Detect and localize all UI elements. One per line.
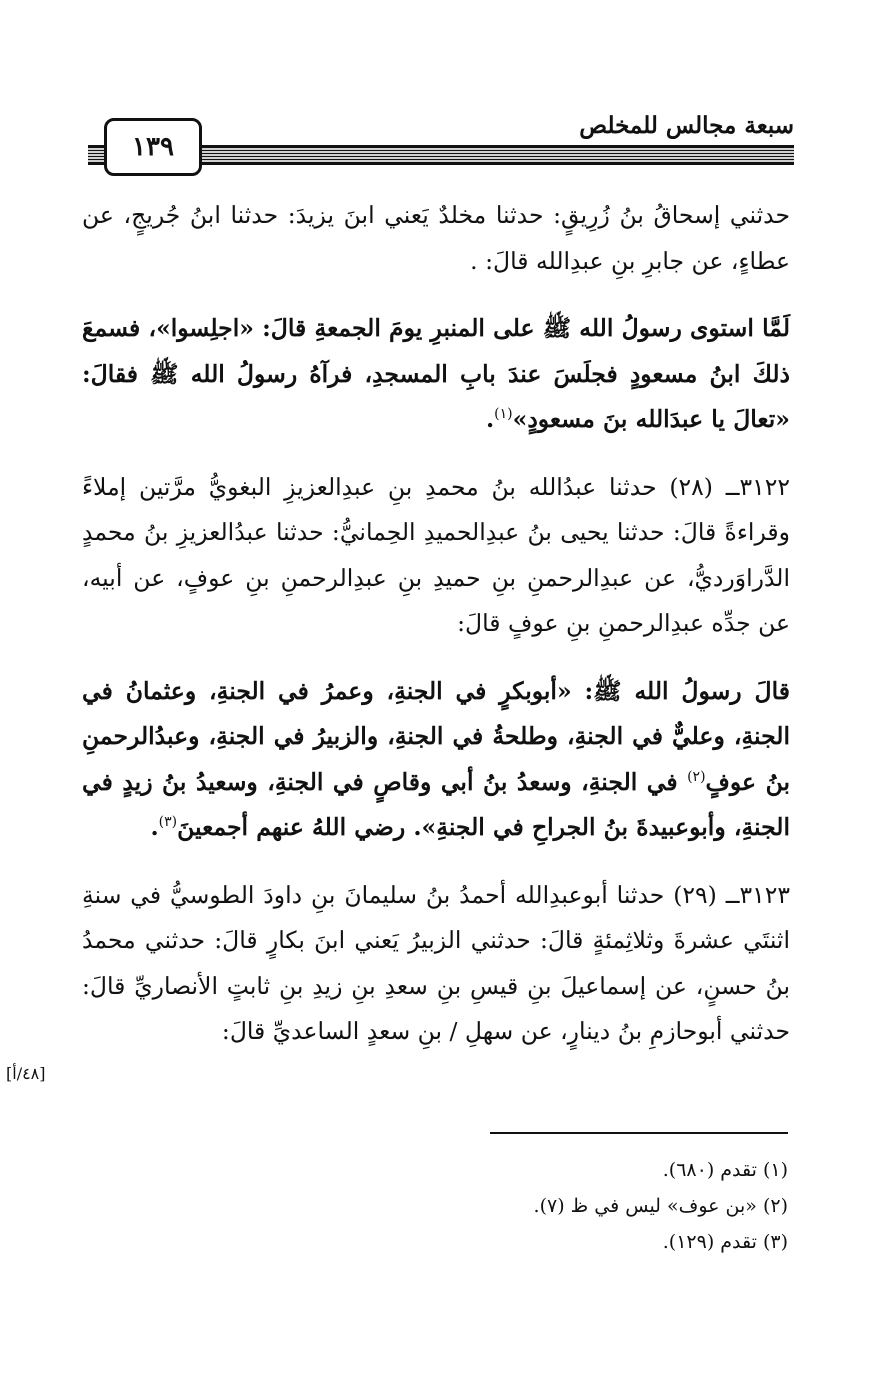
footnote-ref-3: (٣) (158, 814, 178, 831)
main-text (82, 193, 790, 1055)
page-header (88, 112, 794, 182)
hadith-2-text-b: في الجنةِ، وسعدُ بنُ أبي وقاصٍ في الجنةِ، وسعيدُ بنُ زيدٍ في الجنةِ، وأبوعبيدةَ بنُ الجراحِ في الجنةِ». رضي اللهُ عنهم أجمعينَ (82, 767, 790, 841)
manuscript-folio-note: [٤٨/أ] (6, 1064, 46, 1083)
paragraph-isnad-1: حدثني إسحاقُ بنُ زُرِيقٍ: حدثنا مخلدٌ يَعني ابنَ يزيدَ: حدثنا ابنُ جُريجٍ، عن عطاءٍ، عن جابرِ بنِ عبدِالله قالَ: . (82, 201, 790, 275)
paragraph-hadith-1 (82, 306, 790, 443)
page-number: ١٣٩ (104, 118, 202, 176)
book-title: سبعة مجالس للمخلص (569, 112, 794, 139)
footnote-ref-1: (١) (494, 406, 513, 423)
paragraph-isnad-3122: ٣١٢٢ــ (٢٨) حدثنا عبدُالله بنُ محمدِ بنِ عبدِالعزيزِ البغويُّ مرَّتين إملاءً وقراءةً قالَ: حدثنا يحيى بنُ عبدِالحميدِ الحِمانيُّ: حدثنا عبدُالعزيزِ بنُ محمدٍ الدَّراوَرديُّ، عن عبدِالرحمنِ بنِ حميدِ بنِ عبدِالرحمنِ بنِ عوفٍ، عن أبيه، عن جدِّه عبدِالرحمنِ بنِ عوفٍ قالَ: (82, 472, 790, 637)
paragraph-hadith-2 (82, 669, 790, 851)
footnote-ref-2: (٢) (687, 768, 706, 785)
footnote-separator (490, 1132, 788, 1134)
paragraph-isnad-3123: ٣١٢٣ــ (٢٩) حدثنا أبوعبدِالله أحمدُ بنُ سليمانَ بنِ داودَ الطوسيُّ في سنةِ اثنتَي عشرةَ وثلاثِمئةٍ قالَ: حدثني الزبيرُ يَعني ابنَ بكارٍ قالَ: حدثني محمدُ بنُ حسنٍ، عن إسماعيلَ بنِ قيسِ بنِ سعدِ بنِ زيدِ بنِ ثابتٍ الأنصاريِّ قالَ: حدثني أبوحازمِ بنُ دينارٍ، عن سهلِ / بنِ سعدٍ الساعديِّ قالَ: (82, 880, 790, 1045)
hadith-1-text: لَمَّا استوى رسولُ الله ﷺ على المنبرِ يومَ الجمعةِ قالَ: «اجلِسوا»، فسمعَ ذلكَ ابنُ مسعودٍ فجلَسَ عندَ بابِ المسجدِ، فرآهُ رسولُ الله ﷺ فقالَ: «تعالَ يا عبدَالله بنَ مسعودٍ» (82, 314, 790, 433)
footnotes (300, 1152, 788, 1260)
footnote-3: (٣) تقدم (١٢٩). (662, 1231, 788, 1253)
hadith-2-text-a: قالَ رسولُ الله ﷺ: «أبوبكرٍ في الجنةِ، وعمرُ في الجنةِ، وعثمانُ في الجنةِ، وعليٌّ في الجنةِ، وطلحةُ في الجنةِ، والزبيرُ في الجنةِ، وعبدُالرحمنِ بنُ عوفٍ (82, 676, 790, 796)
hadith-2-end: . (150, 813, 159, 841)
footnote-1: (١) تقدم (٦٨٠). (662, 1159, 788, 1181)
footnote-2: (٢) «بن عوف» ليس في ظ (٧). (533, 1195, 788, 1217)
hadith-1-end: . (485, 405, 495, 433)
